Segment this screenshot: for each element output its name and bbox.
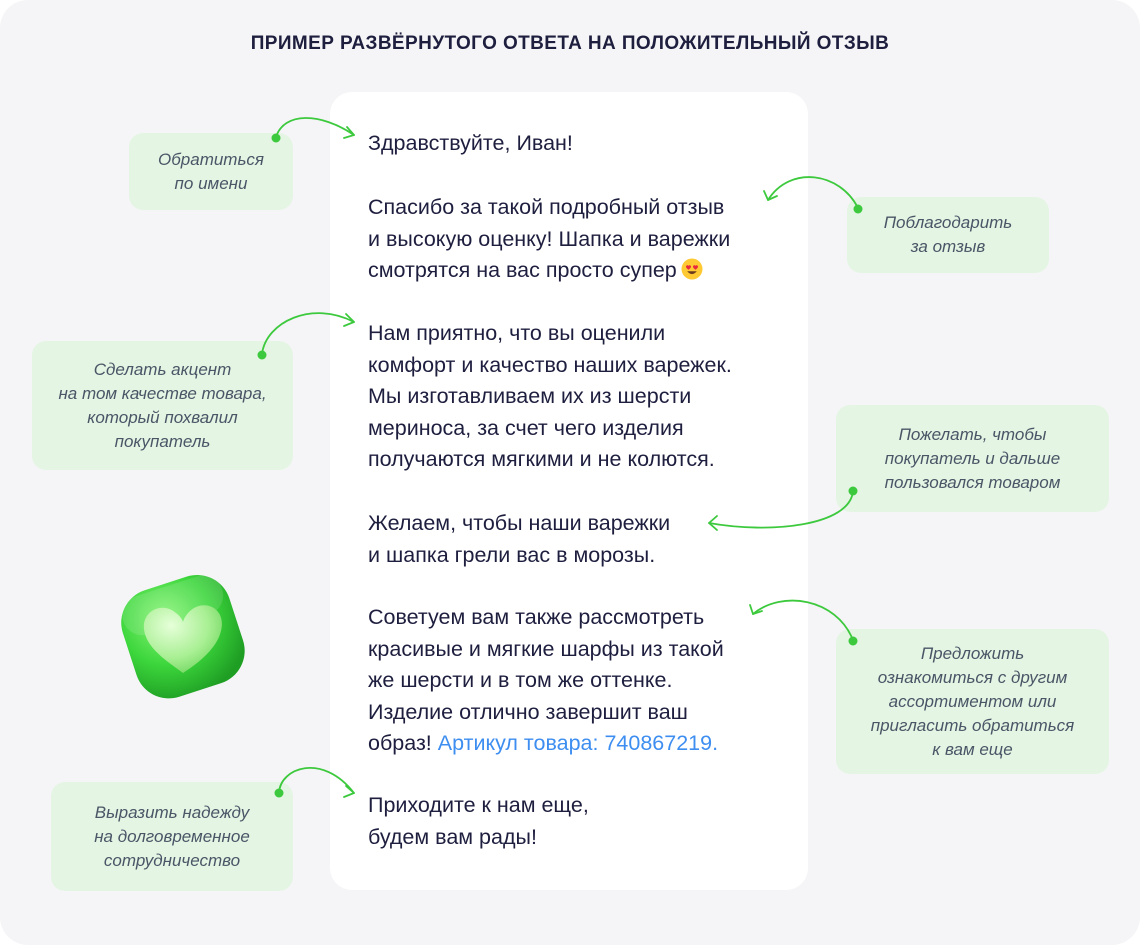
connector-arrow-thank [768,177,858,208]
connector-arrow-hope [279,768,354,793]
connector-arrow-wish [709,491,853,528]
note-line: пригласить обратиться [870,715,1075,735]
reply-line: Спасибо за такой подробный отзыв [368,195,725,219]
connector-dot [272,134,281,143]
reply-line-text: образ! [368,731,432,755]
arrowhead [344,786,354,797]
note-line: пользовался товаром [884,472,1061,492]
connector-arrow-accent [262,313,354,354]
reply-line: Приходите к нам еще, [368,793,589,817]
reply-line: Изделие отлично завершит ваш [368,699,688,724]
reply-line: же шерсти и в том же оттенке. [368,668,673,692]
reply-line: Желаем, чтобы наши варежки [368,511,671,535]
green-heart-sticker-icon [110,567,255,707]
note-line: ассортиментом или [888,691,1057,711]
connector-arrow-by-name [276,118,354,137]
note-line: покупатель и дальше [884,448,1061,468]
connector-dot [849,487,858,496]
connector-dot [275,789,284,798]
reply-line: комфорт и качество наших варежек. [368,352,732,377]
note-line: Выразить надежду [94,802,250,822]
note-line: ознакомиться с другим [877,667,1068,687]
connector-dot [258,351,267,360]
reply-line-text: смотрятся на вас просто супер [368,258,677,282]
reply-line: и высокую оценку! Шапка и варежки [368,226,731,251]
note-line: за отзыв [910,237,986,256]
connector-dot [849,637,858,646]
note-line: на долговременное [94,826,250,846]
reply-line: Советуем вам также рассмотреть [368,605,705,629]
note-line: на том качестве товара, [58,383,267,403]
connector-arrow-offer [753,601,853,640]
article-link[interactable]: Артикул товара: 740867219. [437,731,719,755]
page-title: ПРИМЕР РАЗВЁРНУТОГО ОТВЕТА НА ПОЛОЖИТЕЛЬНЫЙ ОТЗЫВ [250,33,890,54]
connector-dot [854,205,863,214]
note-line: Пожелать, чтобы [898,424,1047,444]
note-line: Поблагодарить [883,213,1013,232]
note-line: который похвалил [87,407,238,427]
reply-line: и шапка грели вас в морозы. [368,542,656,567]
note-line: Обратиться [158,149,264,169]
note-line: сотрудничество [103,850,241,870]
note-line: Сделать акцент [93,359,232,379]
reply-line: Здравствуйте, Иван! [368,131,573,155]
note-line: Предложить [920,643,1025,663]
reply-line: мериноса, за счет чего изделия [368,415,684,440]
reply-line: будем вам рады! [368,824,537,849]
reply-line: Нам приятно, что вы оценили [368,321,666,345]
reply-line: Мы изготавливаем их из шерсти [368,384,692,408]
note-line: покупатель [114,431,211,451]
reply-line: получаются мягкими и не колются. [368,447,715,471]
reply-line: красивые и мягкие шарфы из такой [368,636,724,661]
note-line: к вам еще [932,739,1013,759]
note-line: по имени [174,173,248,193]
